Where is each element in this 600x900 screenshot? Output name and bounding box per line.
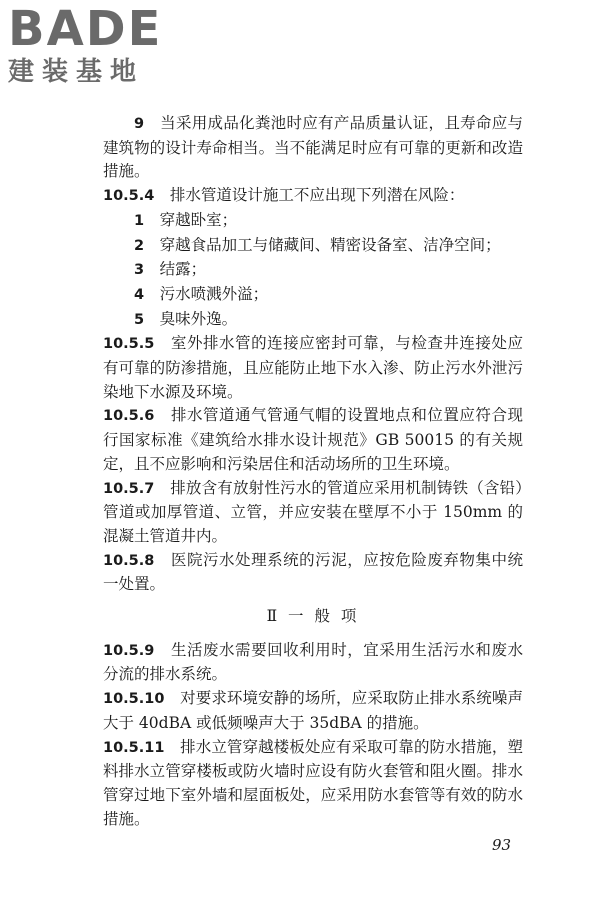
list-item: 1 穿越卧室； (134, 210, 238, 229)
clause-10-5-8: 10.5.8 医院污水处理系统的污泥，应按危险废弃物集中统一处置。 (103, 550, 523, 594)
clause-10-5-7: 10.5.7 排放含有放射性污水的管道应采用机制铸铁（含铅）管道或加厚管道、立管，并应安装在壁厚不小于 150mm 的混凝土管道井内。 (103, 478, 523, 545)
clause-10-5-5: 10.5.5 室外排水管的连接应密封可靠，与检查井连接处应有可靠的防渗措施，且应能防止地下水入渗、防止污水外泄污染地下水源及环境。 (103, 334, 523, 401)
clause-10-5-10: 10.5.10 对要求环境安静的场所，应采取防止排水系统噪声大于 40dBA 或低频噪声大于 35dBA 的措施。 (103, 689, 523, 732)
clause-10-5-6: 10.5.6 排水管道通气管通气帽的设置地点和位置应符合现行国家标准《建筑给水排水设计规范》GB 50015 的有关规定，且不应影响和污染居住和活动场所的卫生环境。 (103, 406, 523, 473)
list-item: 2 穿越食品加工与储藏间、精密设备室、洁净空间； (134, 235, 501, 254)
logo-subtitle: 建装基地 (8, 57, 145, 87)
bade-logo (8, 1, 188, 94)
document-body (103, 112, 523, 831)
list-item: 5 臭味外逸。 (134, 309, 238, 328)
clause-9: 9 当采用成品化粪池时应有产品质量认证，且寿命应与建筑物的设计寿命相当。当不能满足时应有可靠的更新和改造措施。 (103, 114, 523, 181)
clause-10-5-9: 10.5.9 生活废水需要回收利用时，宜采用生活污水和废水分流的排水系统。 (103, 640, 523, 684)
list-item: 4 污水喷溅外溢； (134, 284, 269, 303)
clause-10-5-4: 10.5.4 排水管道设计施工不应出现下列潜在风险： (103, 186, 465, 205)
clause-10-5-11: 10.5.11 排水立管穿越楼板处应有采取可靠的防水措施，塑料排水立管穿楼板或防火墙时应设有防火套管和阻火圈。排水管穿过地下室外墙和屋面板处，应采用防水套管等有效的防水措施。 (103, 737, 523, 828)
logo-brand: BADE (8, 1, 163, 57)
page-number: 93 (492, 836, 512, 854)
list-item: 3 结露； (134, 260, 207, 279)
section-title: Ⅱ 一 般 项 (266, 607, 360, 626)
